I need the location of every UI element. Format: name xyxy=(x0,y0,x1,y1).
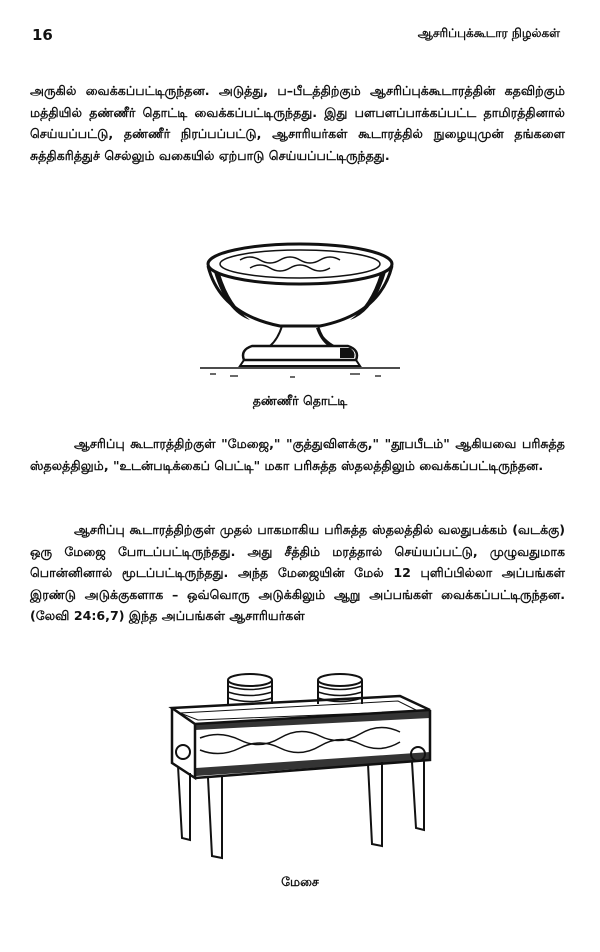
laver-illustration xyxy=(190,234,410,384)
paragraph-1: அருகில் வைக்கப்பட்டிருந்தன. அடுத்து, ப–பீடத்திற்கும் ஆசரிப்புக்கூடாரத்தின் கதவிற்கும் மத்தியில் தண்ணீர் தொட்டி வைக்கப்பட்டிருந்தது. இது பளபளப்பாக்கப்பட்ட தாமிரத்தினால் செய்யப்பட்டு, தண்ணீர் நிரப்பப்பட்டு, ஆசாரியர்கள் கூடாரத்தில் நுழையுமுன் தங்களை சுத்திகரித்துச் செல்லும் வகையில் ஏற்பாடு செய்யப்பட்டிருந்தது. xyxy=(30,83,565,163)
showbread-table-illustration xyxy=(150,668,450,868)
paragraph-2: ஆசரிப்பு கூடாரத்திற்குள் "மேஜை," "குத்துவிளக்கு," "தூபபீடம்" ஆகியவை பரிசுத்த ஸ்தலத்திலும், "உடன்படிக்கைப் பெட்டி" மகா பரிசுத்த ஸ்தலத்திலும் வைக்கப்பட்டிருந்தன. xyxy=(30,436,565,473)
table-caption: மேசை xyxy=(281,874,319,889)
running-title: ஆசரிப்புக்கூடார நிழல்கள் xyxy=(417,26,560,40)
page-number: 16 xyxy=(32,26,53,44)
paragraph-3: ஆசரிப்பு கூடாரத்திற்குள் முதல் பாகமாகிய பரிசுத்த ஸ்தலத்தில் வலதுபக்கம் (வடக்கு) ஒரு மேஜை போடப்பட்டிருந்தது. அது சீத்திம் மரத்தால் செய்யப்பட்டு, முழுவதுமாக பொன்னினால் மூடப்பட்டிருந்தது. அந்த மேஜையின் மேல் 12 புளிப்பில்லா அப்பங்கள் இரண்டு அடுக்குகளாக – ஒவ்வொரு அடுக்கிலும் ஆறு அப்பங்கள் வைக்கப்பட்டிருந்தன. (லேவி 24:6,7) இந்த அப்பங்கள் ஆசாரியர்கள் xyxy=(30,522,565,623)
laver-caption: தண்ணீர் தொட்டி xyxy=(252,393,348,408)
